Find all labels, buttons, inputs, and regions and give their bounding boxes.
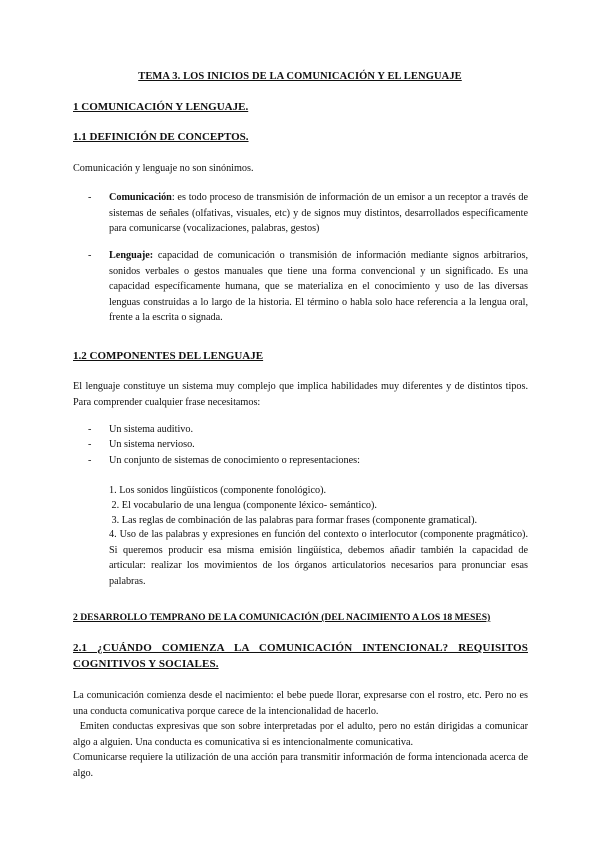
section-2-1-paragraph: Comunicarse requiere la utilización de una acción para transmitir información de forma intencionada acerca de algo. — [73, 752, 528, 779]
needs-item-text: Un sistema auditivo. — [109, 424, 194, 435]
definition-body: : es todo proceso de transmisión de información de un emisor a un receptor a través de sistemas de señales (olfativas, visuales, etc) y de signos muy distintos, desarrollados específicamente para comunicarse (vocalizaciones, palabras, gestos) — [109, 192, 528, 235]
document-title: TEMA 3. LOS INICIOS DE LA COMUNICACIÓN Y EL LENGUAJE — [138, 71, 462, 82]
bullet-dash: - — [88, 250, 92, 261]
section-2-1-paragraph: Emiten conductas expresivas que son sobre interpretadas por el adulto, pero no están dirigidas a comunicar algo a alguien. Una conducta es comunicativa si es intencionalmente comunicativa. — [73, 721, 531, 748]
definition-text — [109, 190, 528, 237]
component-item: 3. Las reglas de combinación de las palabras para formar frases (componente gramatical). — [109, 515, 478, 526]
bullet-dash: - — [88, 455, 92, 466]
definition-text — [109, 248, 528, 326]
component-item: 2. El vocabulario de una lengua (componente léxico- semántico). — [109, 500, 377, 511]
needs-item-text: Un conjunto de sistemas de conocimiento o representaciones: — [109, 455, 360, 466]
intro-sentence: Comunicación y lenguaje no son sinónimos. — [73, 163, 254, 174]
section-2-heading: 2 DESARROLLO TEMPRANO DE LA COMUNICACIÓN (DEL NACIMIENTO A LOS 18 MESES) — [73, 612, 491, 623]
bullet-dash: - — [88, 192, 92, 203]
section-2-1-paragraph: La comunicación comienza desde el nacimiento: el bebe puede llorar, expresarse con el rostro, etc. Pero no es una conducta comunicativa porque carece de la intencionalidad de hacerlo. — [73, 690, 528, 717]
section-1-heading: 1 COMUNICACIÓN Y LENGUAJE. — [73, 101, 249, 113]
section-1-2-paragraph: El lenguaje constituye un sistema muy complejo que implica habilidades muy diferentes y de distintos tipos. Para comprender cualquier frase necesitamos: — [73, 381, 528, 408]
bullet-dash: - — [88, 424, 92, 435]
section-1-1-heading: 1.1 DEFINICIÓN DE CONCEPTOS. — [73, 131, 249, 143]
definition-body: capacidad de comunicación o transmisión de información mediante signos arbitrarios, sonidos verbales o gestos manuales que tiene una forma convencional y un significado. Es una capacidad específicamente humana, que se materializa en el conocimiento y uso de las diversas lenguas construidas a lo largo de la historia. El término o habla solo hace referencia a la lengua oral, frente a la escrita o signada. — [109, 250, 528, 324]
needs-item-text: Un sistema nervioso. — [109, 439, 195, 450]
definition-term: Comunicación — [109, 192, 172, 203]
component-item: 1. Los sonidos lingüísticos (componente fonológico). — [109, 485, 327, 496]
section-2-1-heading: 2.1 ¿CUÁNDO COMIENZA LA COMUNICACIÓN INTENCIONAL? REQUISITOS COGNITIVOS Y SOCIALES. — [73, 642, 528, 670]
component-item: 4. Uso de las palabras y expresiones en función del contexto o interlocutor (componente pragmático). Si queremos producir esa misma emisión lingüística, debemos añadir también la capacidad de articular: realizar los movimientos de los órganos articulatorios necesarios para pronunciar esas palabras. — [109, 529, 528, 587]
definition-term: Lenguaje: — [109, 250, 154, 261]
section-1-2-heading: 1.2 COMPONENTES DEL LENGUAJE — [73, 350, 264, 362]
bullet-dash: - — [88, 439, 92, 450]
